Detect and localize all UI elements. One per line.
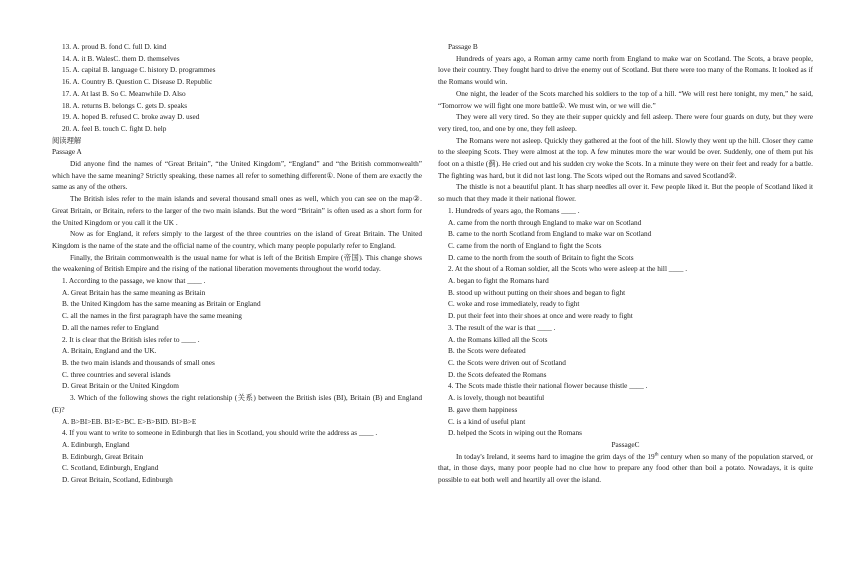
passage-b-paragraph-1: Hundreds of years ago, a Roman army came north from England to make war on Scotland. The Scots, a brave people, love their country. They fought hard to drive the enemy out of Scotland. But there were too many of the Romans. It looked as if the Romans would win. — [438, 53, 813, 87]
question-option: B. gave them happiness — [448, 404, 518, 414]
question-stem: 1. Hundreds of years ago, the Romans ____ . — [448, 205, 580, 215]
question-option: D. the Scots defeated the Romans — [448, 369, 547, 379]
question-option: C. all the names in the first paragraph have the same meaning — [62, 311, 242, 321]
question-option: D. put their feet into their shoes at once and were ready to fight — [448, 311, 633, 321]
question-option: A. is lovely, though not beautiful — [448, 393, 545, 403]
question-option: C. Scotland, Edinburgh, England — [62, 463, 159, 473]
question-option: B. stood up without putting on their shoes and began to fight — [448, 287, 626, 297]
passage-b-paragraph-2: One night, the leader of the Scots marched his soldiers to the top of a hill. “We will rest here tonight, my men,” he said, “Tomorrow we will fight one more battle①. We must win, or we will die.” — [438, 88, 813, 110]
passage-a-paragraph-1: Did anyone find the names of “Great Britain”, “the United Kingdom”, “England” and “the British commonwealth” which have the same meaning? Strictly speaking, these names all refer to something different①. None of them are exactly the same as any of the others. — [52, 159, 422, 192]
question-b3 — [438, 322, 813, 381]
question-a4 — [52, 427, 422, 486]
cloze-answer-list — [52, 41, 422, 135]
cloze-answer-item: 16. A. Country B. Question C. Disease D. Republic — [62, 77, 213, 87]
section-title: 阅读理解 — [52, 135, 82, 145]
question-option: B. the Scots were defeated — [448, 346, 526, 356]
passage-a-paragraph-2: The British isles refer to the main islands and several thousand small ones as well, which you can see on the map②. Great Britain, or Britain, refers to the larger of the two main islands. But the word “Britain” is often used as a short form for the United Kingdom or you call it the UK . — [52, 194, 422, 227]
question-stem: 4. If you want to write to someone in Edinburgh that lies in Scotland, you should write the address as ____ . — [62, 428, 378, 438]
question-option: B. came to the north Scotland from England to make war on Scotland — [448, 229, 652, 239]
cloze-answer-item: 18. A. returns B. belongs C. gets D. speaks — [62, 100, 188, 110]
question-option: A. Great Britain has the same meaning as Britain — [62, 287, 206, 297]
passage-c-paragraph-1 — [438, 451, 813, 486]
question-option: A. came from the north through England to make war on Scotland — [448, 217, 642, 227]
question-a3 — [52, 392, 422, 427]
cloze-answer-item: 20. A. feel B. touch C. fight D. help — [62, 123, 167, 133]
ordinal-suffix: th — [654, 452, 659, 458]
question-option: B. the United Kingdom has the same meaning as Britain or England — [62, 299, 261, 309]
question-stem: 2. At the shout of a Roman soldier, all the Scots who were asleep at the hill ____ . — [448, 264, 688, 274]
cloze-answer-item: 15. A. capital B. language C. history D. programmes — [62, 65, 216, 75]
question-a2 — [52, 334, 422, 393]
question-stem: 3. The result of the war is that ____ . — [448, 322, 556, 332]
question-option: C. is a kind of useful plant — [448, 416, 526, 426]
passage-a-paragraph-4: Finally, the Britain commonwealth is the usual name for what is left of the British Empire (帝国). This change shows the weakening of British Empire and the rising of the national liberation movements throughout the world today. — [52, 252, 422, 274]
cloze-answer-item: 13. A. proud B. fond C. full D. kind — [62, 42, 167, 51]
passage-a-paragraph-3: Now as for England, it refers simply to the largest of the three countries on the island of Great Britain. The United Kingdom is the name of the state and the official name of the country, which many people popularly refer to England. — [52, 229, 422, 250]
cloze-answer-item: 14. A. it B. WalesC. them D. themselves — [62, 53, 180, 63]
question-option: A. B>BI>EB. BI>E>BC. E>B>BID. BI>B>E — [62, 416, 197, 426]
question-option: C. came from the north of England to fight the Scots — [448, 240, 602, 250]
question-option: B. Edinburgh, Great Britain — [62, 451, 144, 461]
question-option: C. three countries and several islands — [62, 369, 171, 379]
question-option: C. woke and rose immediately, ready to fight — [448, 299, 580, 309]
question-option: A. Britain, England and the UK. — [62, 346, 157, 356]
question-option: D. Great Britain, Scotland, Edinburgh — [62, 475, 173, 485]
left-column — [52, 41, 422, 486]
passage-a-title: Passage A — [52, 147, 82, 157]
passage-b-paragraph-4: The Romans were not asleep. Quickly they gathered at the foot of the hill. Slowly they went up the hill. Closer they came to the sleeping Scots. They were almost at the top. A few minutes more the war would be over. Suddenly, one of them put his foot on a thistle (蓟). He cried out and his sudden cry woke the Scots. In a minute they were on their feet and ready for a battle. The fighting was hard, but it did not last long. The Scots wiped out the Romans and saved Scotland②. — [438, 135, 813, 180]
passage-c-text-end: century when so many of the population starved, or that, in those days, many poor people had no clue how to prepare any food other than boil a potato. Nowadays, it is quite possible to eat both well and heartily all over the island. — [438, 451, 813, 485]
passage-c-title: PassageC — [611, 439, 640, 449]
question-stem: 2. It is clear that the British isles refer to ____ . — [62, 334, 200, 344]
question-option: B. the two main islands and thousands of small ones — [62, 357, 215, 367]
cloze-answer-item: 17. A. At last B. So C. Meanwhile D. Also — [62, 88, 186, 98]
passage-b-paragraph-5: The thistle is not a beautiful plant. It has sharp needles all over it. Few people liked it. But the people of Scotland liked it so much that they made it their national flower. — [438, 182, 813, 204]
passage-b-paragraph-3: They were all very tired. So they ate their supper quickly and fell asleep. There were four guards on duty, but they were very tired, too, and one by one, they fell asleep. — [438, 112, 813, 133]
question-option: D. all the names refer to England — [62, 322, 159, 332]
question-a1 — [52, 275, 422, 334]
question-option: A. began to fight the Romans hard — [448, 276, 549, 286]
question-option: C. the Scots were driven out of Scotland — [448, 357, 566, 367]
question-stem: 3. Which of the following shows the right relationship (关系) between the British isles (BI), Britain (B) and England (E)? — [52, 393, 422, 414]
passage-c-text-start: In today's Ireland, it seems hard to imagine the grim days of the 19 — [456, 451, 655, 461]
question-b1 — [438, 205, 813, 264]
question-option: D. came to the north from the south of Britain to fight the Scots — [448, 252, 634, 262]
cloze-answer-item: 19. A. hoped B. refused C. broke away D. used — [62, 112, 200, 122]
right-column — [438, 41, 813, 486]
passage-b-title: Passage B — [448, 42, 478, 51]
question-b2 — [438, 263, 813, 322]
question-option: A. the Romans killed all the Scots — [448, 334, 548, 344]
question-option: D. helped the Scots in wiping out the Romans — [448, 428, 582, 438]
question-stem: 4. The Scots made thistle their national flower because thistle ____ . — [448, 381, 648, 391]
question-option: D. Great Britain or the United Kingdom — [62, 381, 179, 391]
question-stem: 1. According to the passage, we know that ____ . — [62, 276, 206, 286]
question-b4 — [438, 380, 813, 439]
question-option: A. Edinburgh, England — [62, 439, 130, 449]
